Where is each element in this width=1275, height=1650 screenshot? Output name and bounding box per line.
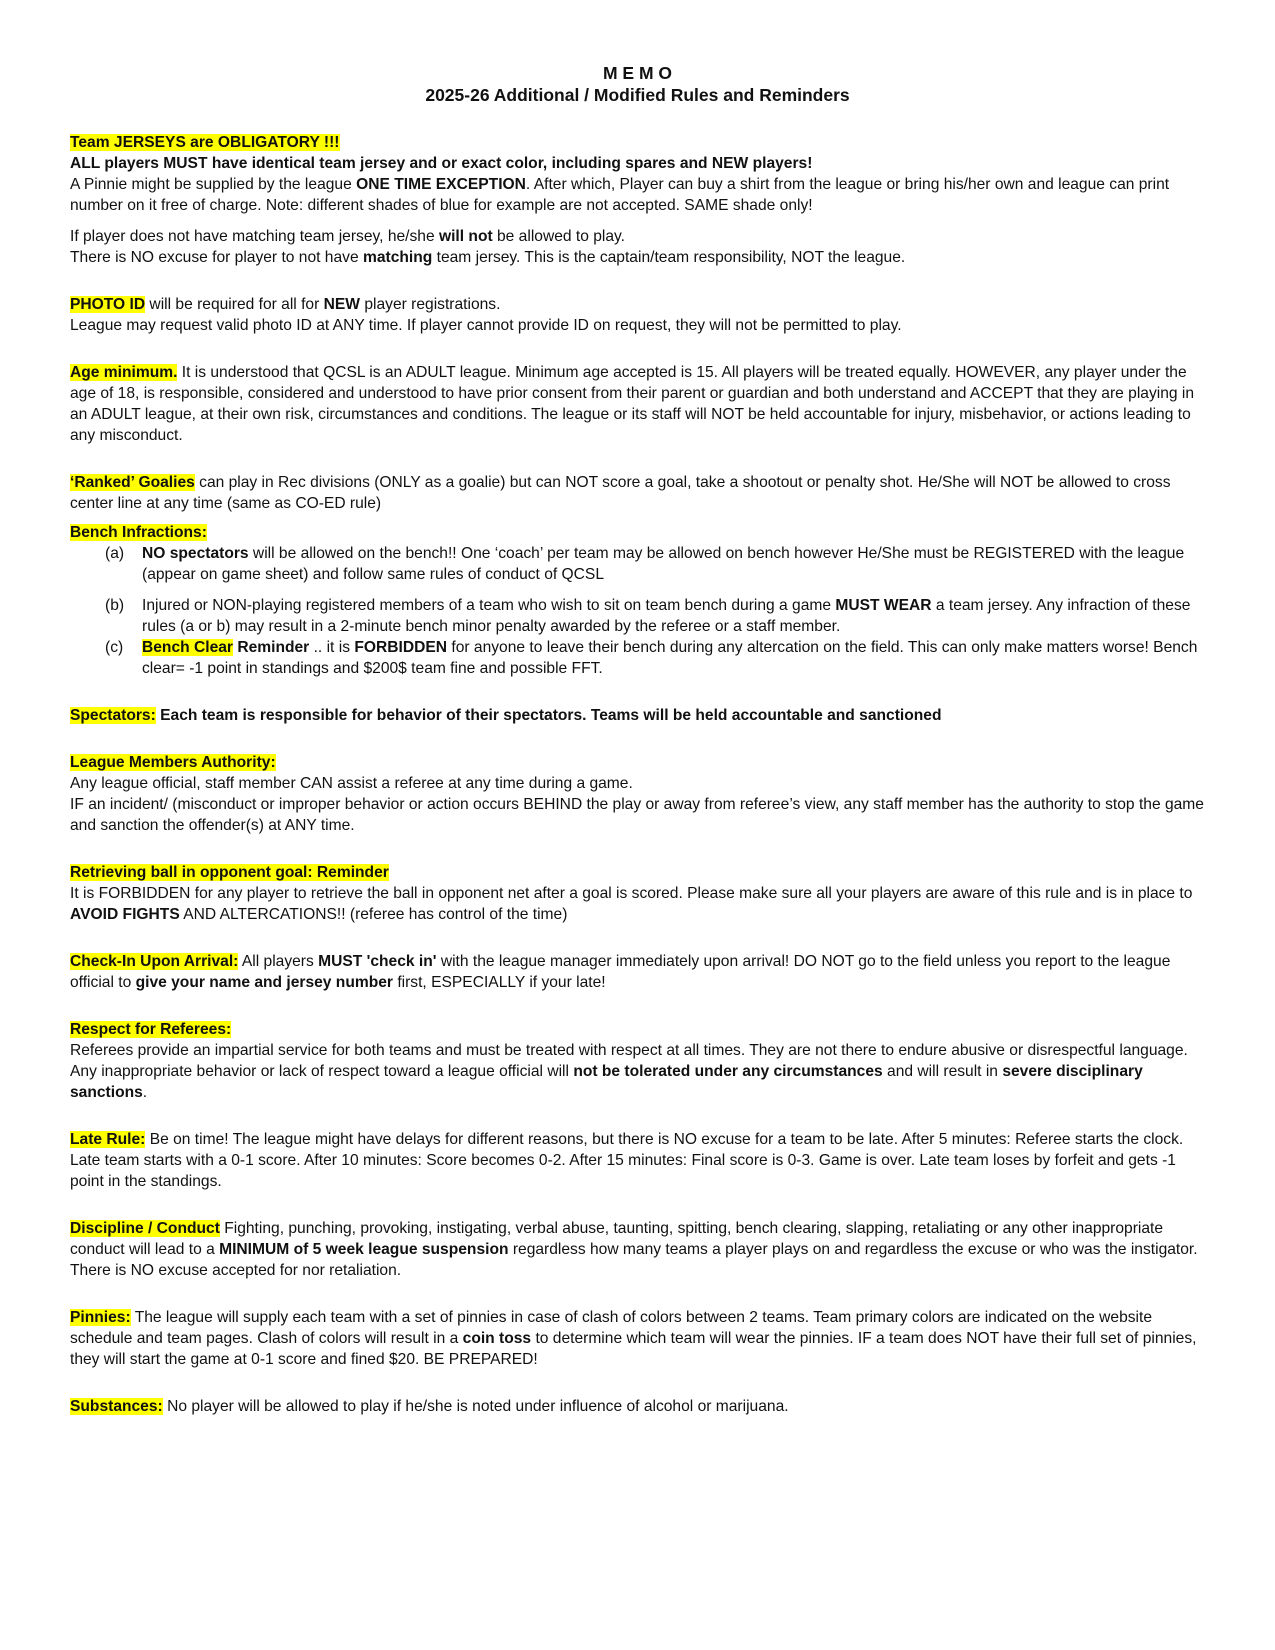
paragraph (70, 1040, 1205, 1103)
paragraph (70, 883, 1205, 925)
paragraph (70, 315, 1205, 336)
list-item (70, 637, 1205, 679)
text-run: No player will be allowed to play if he/she is noted under influence of alcohol or marijuana. (162, 1398, 789, 1415)
highlighted-text: PHOTO ID (70, 296, 146, 313)
list-marker: (a) (105, 545, 125, 562)
highlighted-text: Bench Infractions: (70, 524, 207, 541)
text-run: AND ALTERCATIONS!! (referee has control of the time) (179, 906, 568, 923)
text-run: The league will supply each team with a set of pinnies in case of clash of colors between 2 teams. Team primary colors are indicated on the website schedule and team pages. Clash of colors will result in a (70, 1309, 1153, 1347)
text-run: Referees provide an impartial service for both teams and must be treated with respect at all times. They are not there to endure abusive or disrespectful language. Any inappropriate behavior or lack of respect toward a league official will (70, 1042, 1188, 1080)
text-run: It is FORBIDDEN for any player to retrieve the ball in opponent net after a goal is scored. Please make sure all your players are aware of this rule and is in place to (70, 885, 1193, 902)
highlighted-text: Bench Clear (142, 639, 233, 656)
highlighted-text: ‘Ranked’ Goalies (70, 474, 195, 491)
section-pinnies (70, 1307, 1205, 1370)
section-spectators (70, 705, 1205, 726)
bold-text: NEW (323, 296, 361, 313)
bold-text: coin toss (462, 1330, 532, 1347)
text-run: Any league official, staff member CAN assist a referee at any time during a game. (70, 775, 633, 792)
highlighted-text: Team JERSEYS are OBLIGATORY !!! (70, 134, 340, 151)
section-respect-for-referees (70, 1019, 1205, 1103)
text-run: If player does not have matching team jersey, he/she (70, 228, 439, 245)
bold-text: Reminder (233, 639, 310, 656)
text-run: to determine which team will wear the pinnies. IF a team does NOT have their full set of pinnies, they will start the game at 0-1 score and fined $20. BE PREPARED! (70, 1330, 1197, 1368)
text-run: A Pinnie might be supplied by the league (70, 176, 357, 193)
paragraph (70, 472, 1205, 514)
bold-text: ALL players MUST have identical team jersey and or exact color, including spares and NEW players! (70, 155, 813, 172)
list-item (70, 543, 1205, 585)
bold-text: AVOID FIGHTS (70, 906, 180, 923)
section-heading (70, 862, 1205, 883)
section-photo-id (70, 294, 1205, 336)
section-discipline-conduct (70, 1218, 1205, 1281)
section-league-members-authority (70, 752, 1205, 836)
memo-title: M E M O (602, 63, 673, 83)
section-ranked-goalies (70, 472, 1205, 514)
list-item-text (142, 545, 1184, 583)
section-retrieving-ball (70, 862, 1205, 925)
highlighted-text: Retrieving ball in opponent goal: Reminder (70, 864, 389, 881)
paragraph (70, 247, 1205, 268)
section-team-jerseys (70, 132, 1205, 268)
highlighted-text: Age minimum. (70, 364, 178, 381)
text-run: It is understood that QCSL is an ADULT league. Minimum age accepted is 15. All players will be treated equally. HOWEVER, any player under the age of 18, is responsible, considered and understood to have prior consent from their parent or guardian and both understand and ACCEPT that they are playing in an ADULT league, at their own risk, circumstances and conditions. The league or its staff will NOT be held accountable for injury, misbehavior, or actions leading to any misconduct. (70, 364, 1195, 444)
paragraph (70, 362, 1205, 446)
bold-text: Each team is responsible for behavior of their spectators. Teams will be held accountable and sanctioned (160, 707, 942, 724)
paragraph (70, 705, 1205, 726)
bold-text: severe disciplinary sanctions (70, 1063, 1143, 1101)
highlighted-text: Pinnies: (70, 1309, 131, 1326)
text-run: Injured or NON-playing registered members of a team who wish to sit on team bench during a game (142, 597, 836, 614)
paragraph (70, 1307, 1205, 1370)
section-heading (70, 132, 1205, 153)
section-heading (70, 1019, 1205, 1040)
list-marker: (c) (105, 639, 124, 656)
bold-text: will not (438, 228, 493, 245)
list-item (70, 595, 1205, 637)
memo-header (70, 62, 1205, 106)
text-run: for anyone to leave their bench during any altercation on the field. This can only make matters worse! Bench clear= -1 point in standings and $200$ team fine and possible FFT. (142, 639, 1198, 677)
text-run: team jersey. This is the captain/team responsibility, NOT the league. (432, 249, 906, 266)
paragraph (70, 153, 1205, 174)
paragraph (70, 1396, 1205, 1417)
paragraph (70, 1129, 1205, 1192)
highlighted-text: Spectators: (70, 707, 156, 724)
list-marker: (b) (105, 597, 125, 614)
bold-text: NO spectators (142, 545, 249, 562)
highlighted-text: Check-In Upon Arrival: (70, 953, 239, 970)
text-run: Be on time! The league might have delays for different reasons, but there is NO excuse for a team to be late. After 5 minutes: Referee starts the clock. Late team starts with a 0-1 score. After 10 minutes: Score becomes 0-2. After 15 minutes: Final score is 0-3. Game is over. Late team loses by forfeit and gets -1 point in the standings. (70, 1131, 1184, 1190)
text-run: can play in Rec divisions (ONLY as a goalie) but can NOT score a goal, take a shootout or penalty shot. He/She will NOT be allowed to cross center line at any time (same as CO-ED rule) (70, 474, 1171, 512)
section-substances (70, 1396, 1205, 1417)
highlighted-text: Substances: (70, 1398, 163, 1415)
highlighted-text: Discipline / Conduct (70, 1220, 220, 1237)
section-heading (70, 522, 1205, 543)
text-run: be allowed to play. (492, 228, 626, 245)
section-age-minimum (70, 362, 1205, 446)
text-run: There is NO excuse for player to not have (70, 249, 363, 266)
bold-text: not be tolerated under any circumstances (573, 1063, 883, 1080)
paragraph (70, 773, 1205, 794)
section-bench-infractions (70, 522, 1205, 679)
list-item-text (142, 597, 1190, 635)
paragraph (70, 794, 1205, 836)
text-run: . (142, 1084, 148, 1101)
section-heading (70, 752, 1205, 773)
paragraph (70, 294, 1205, 315)
bold-text: give your name and jersey number (135, 974, 393, 991)
bold-text: matching (362, 249, 433, 266)
text-run: . After which, Player can buy a shirt from the league or bring his/her own and league can print number on it free of charge. Note: different shades of blue for example are not accepted. SAME shade only! (70, 176, 1170, 214)
highlighted-text: Late Rule: (70, 1131, 146, 1148)
text-run: will be allowed on the bench!! One ‘coach’ per team may be allowed on bench however He/She must be REGISTERED with the league (appear on game sheet) and follow same rules of conduct of QCSL (142, 545, 1185, 583)
memo-subtitle: 2025-26 Additional / Modified Rules and Reminders (425, 85, 850, 105)
bold-text: ONE TIME EXCEPTION (356, 176, 526, 193)
paragraph (70, 226, 1205, 247)
text-run: with the league manager immediately upon arrival! DO NOT go to the field unless you report to the league official to (70, 953, 1171, 991)
text-run: first, ESPECIALLY if your late! (392, 974, 606, 991)
text-run: and will result in (882, 1063, 1003, 1080)
highlighted-text: Respect for Referees: (70, 1021, 232, 1038)
text-run: .. it is (309, 639, 355, 656)
bold-text: FORBIDDEN (354, 639, 448, 656)
bold-text: MUST WEAR (835, 597, 932, 614)
text-run: regardless how many teams a player plays on and regardless the excuse or who was the instigator. There is NO excuse accepted for nor retaliation. (70, 1241, 1198, 1279)
list-item-text (142, 639, 1197, 677)
bold-text: MINIMUM of 5 week league suspension (219, 1241, 509, 1258)
text-run: a team jersey. Any infraction of these rules (a or b) may result in a 2-minute bench minor penalty awarded by the referee or a staff member. (142, 597, 1191, 635)
text-run: Fighting, punching, provoking, instigating, verbal abuse, taunting, spitting, bench clearing, slapping, retaliating or any other inappropriate conduct will lead to a (70, 1220, 1164, 1258)
paragraph (70, 1218, 1205, 1281)
section-late-rule (70, 1129, 1205, 1192)
section-check-in (70, 951, 1205, 993)
paragraph (70, 951, 1205, 993)
text-run: will be required for all for (145, 296, 324, 313)
highlighted-text: League Members Authority: (70, 754, 276, 771)
text-run: player registrations. (360, 296, 501, 313)
text-run: League may request valid photo ID at ANY time. If player cannot provide ID on request, they will not be permitted to play. (70, 317, 902, 334)
bold-text: MUST 'check in' (318, 953, 437, 970)
memo-body (70, 132, 1205, 1417)
text-run: IF an incident/ (misconduct or improper behavior or action occurs BEHIND the play or away from referee’s view, any staff member has the authority to stop the game and sanction the offender(s) at ANY time. (70, 796, 1204, 834)
text-run: All players (238, 953, 319, 970)
paragraph (70, 174, 1205, 216)
